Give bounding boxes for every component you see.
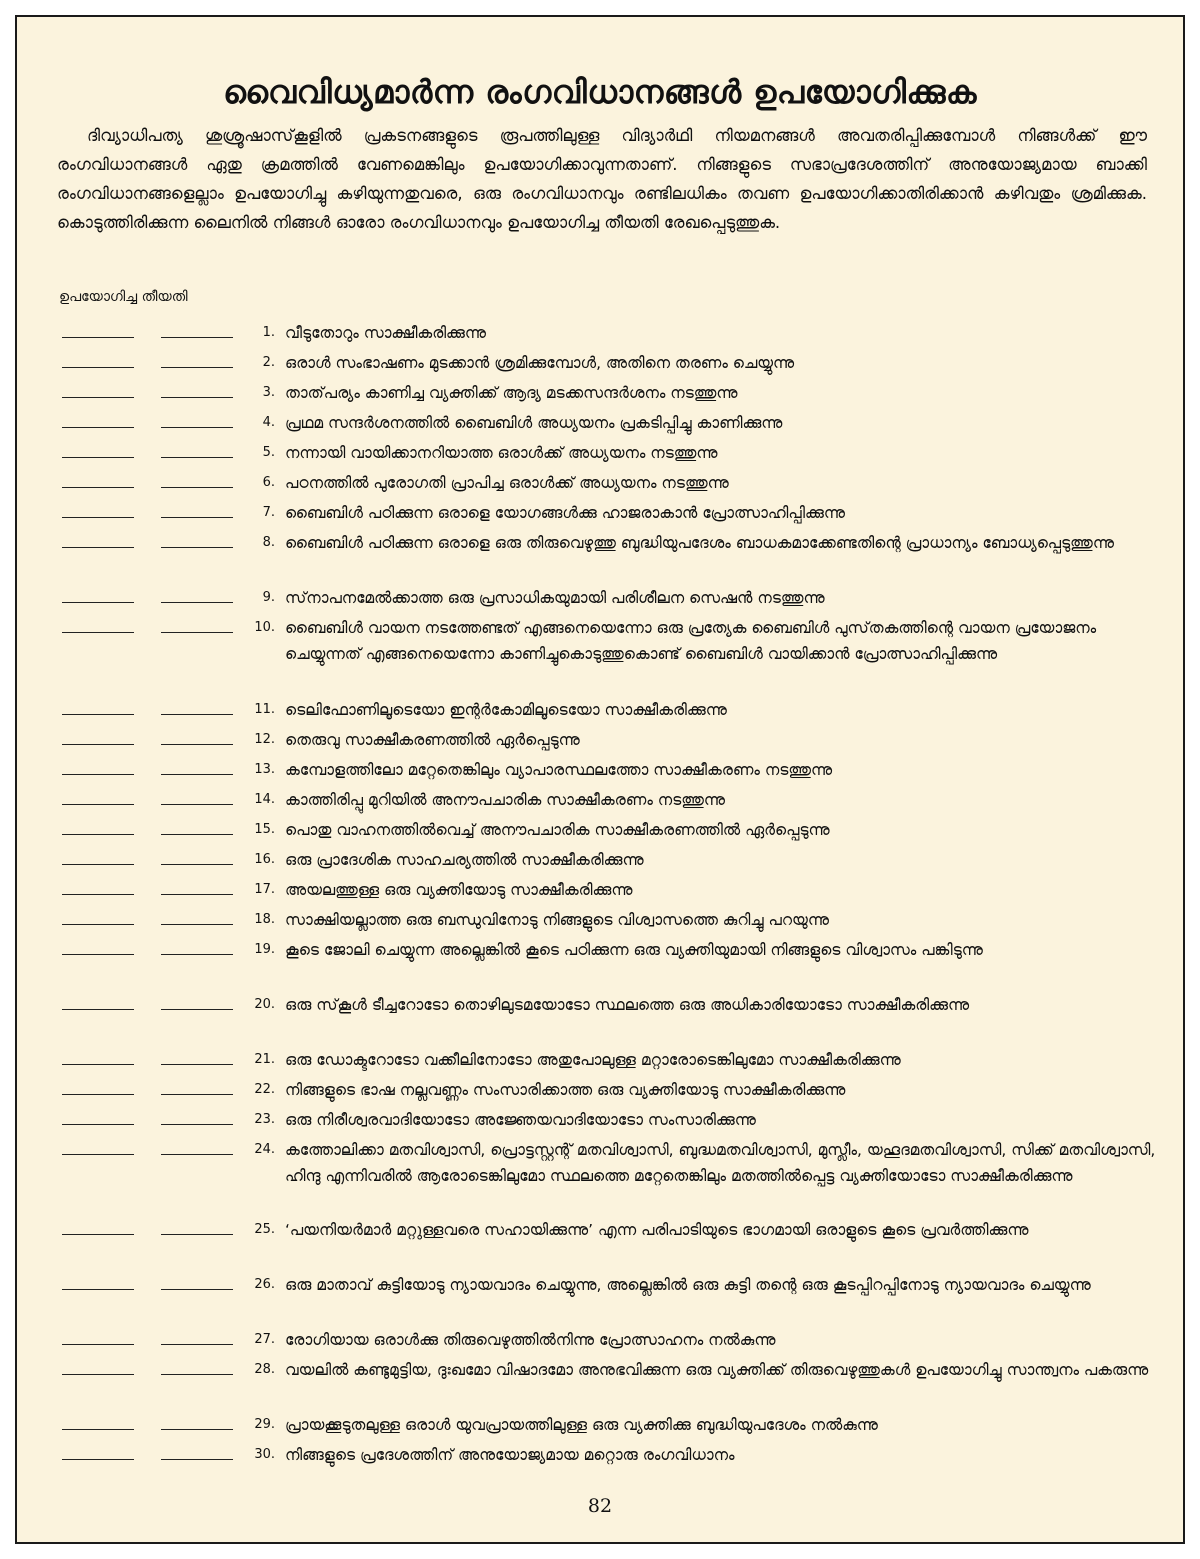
item-text: നിങ്ങളുടെ ഭാഷ നല്ലവണ്ണം സംസാരിക്കാത്ത ഒരു വ്യക്തിയോടു സാക്ഷീകരിക്കുന്നു: [285, 1081, 846, 1099]
item-number: 9.: [262, 590, 275, 605]
date-blank-line[interactable]: [161, 1429, 233, 1430]
date-blank-line[interactable]: [161, 517, 233, 518]
item-number: 22.: [254, 1082, 275, 1097]
item-text: ഒരു ഡോക്ടറോടോ വക്കീലിനോടോ അതുപോലുള്ള മറ്റാരോടെങ്കിലുമോ സാക്ഷീകരിക്കുന്നു: [285, 1051, 901, 1069]
date-blank-line[interactable]: [161, 1154, 233, 1155]
date-blank-line[interactable]: [62, 397, 134, 398]
date-blank-line[interactable]: [62, 1234, 134, 1235]
intro-paragraph: ദിവ്യാധിപത്യ ശുശ്രൂഷാസ്‌കൂളിൽ പ്രകടനങ്ങളുടെ രൂപത്തിലുള്ള വിദ്യാർഥി നിയമനങ്ങൾ അവതരിപ്പിക്കുമ്പോൾ നിങ്ങൾക്ക്‌ ഈ രംഗവിധാനങ്ങൾ ഏതു ക്രമത്തിൽ വേണമെങ്കിലും ഉപയോഗിക്കാവുന്നതാണ്‌. നിങ്ങളുടെ സഭാപ്രദേശത്തിന്‌ അനുയോജ്യമായ ബാക്കി രംഗവിധാനങ്ങളെല്ലാം ഉപയോഗിച്ചു കഴിയുന്നതുവരെ, ഒരു രംഗവിധാനവും രണ്ടിലധികം തവണ ഉപയോഗിക്കാതിരിക്കാൻ കഴിവതും ശ്രമിക്കുക. കൊടുത്തിരിക്കുന്ന ലൈനിൽ നിങ്ങൾ ഓരോ രംഗവിധാനവും ഉപയോഗിച്ച തീയതി രേഖപ്പെടുത്തുക.: [57, 126, 1147, 232]
date-blank-line[interactable]: [161, 924, 233, 925]
date-blank-line[interactable]: [62, 547, 134, 548]
item-text: ‘പയനിയർമാർ മറ്റുള്ളവരെ സഹായിക്കുന്നു’ എന്ന പരിപാടിയുടെ ഭാഗമായി ഒരാളുടെ കൂടെ പ്രവർത്തിക്കുന്നു: [285, 1221, 1029, 1239]
item-number: 29.: [254, 1417, 275, 1432]
date-blank-line[interactable]: [62, 427, 134, 428]
item-number: 14.: [254, 792, 275, 807]
item-text: കമ്പോളത്തിലോ മറ്റേതെങ്കിലും വ്യാപാരസ്ഥലത്തോ സാക്ഷീകരണം നടത്തുന്നു: [285, 761, 833, 779]
item-number: 20.: [254, 997, 275, 1012]
item-number: 25.: [254, 1222, 275, 1237]
date-blank-line[interactable]: [62, 714, 134, 715]
date-blank-line[interactable]: [161, 1234, 233, 1235]
date-blank-line[interactable]: [62, 1154, 134, 1155]
date-blank-line[interactable]: [62, 1459, 134, 1460]
item-text: നന്നായി വായിക്കാനറിയാത്ത ഒരാൾക്ക്‌ അധ്യയനം നടത്തുന്നു: [285, 444, 718, 462]
date-blank-line[interactable]: [62, 367, 134, 368]
date-blank-line[interactable]: [161, 1064, 233, 1065]
date-blank-line[interactable]: [161, 954, 233, 955]
date-blank-line[interactable]: [161, 367, 233, 368]
item-text: ഒരാൾ സംഭാഷണം മുടക്കാൻ ശ്രമിക്കുമ്പോൾ, അതിനെ തരണം ചെയ്യുന്നു: [285, 354, 795, 372]
date-blank-line[interactable]: [62, 894, 134, 895]
item-text: അയലത്തുള്ള ഒരു വ്യക്തിയോടു സാക്ഷീകരിക്കുന്നു: [285, 881, 633, 899]
date-blank-line[interactable]: [62, 1429, 134, 1430]
item-number: 8.: [262, 535, 275, 550]
item-text: പഠനത്തിൽ പുരോഗതി പ്രാപിച്ച ഒരാൾക്ക്‌ അധ്യയനം നടത്തുന്നു: [285, 474, 729, 492]
date-blank-line[interactable]: [62, 1064, 134, 1065]
item-number: 2.: [262, 355, 275, 370]
item-number: 4.: [262, 415, 275, 430]
date-blank-line[interactable]: [62, 744, 134, 745]
page-number: 82: [587, 1495, 613, 1517]
date-used-label: ഉപയോഗിച്ച തീയതി: [59, 289, 188, 305]
item-text: തെരുവു സാക്ഷീകരണത്തിൽ ഏർപ്പെടുന്നു: [285, 731, 580, 749]
item-text: ഒരു സ്‌കൂൾ ടീച്ചറോടോ തൊഴിലുടമയോടോ സ്ഥലത്തെ ഒരു അധികാരിയോടോ സാക്ഷീകരിക്കുന്നു: [285, 996, 970, 1014]
date-blank-line[interactable]: [161, 804, 233, 805]
item-text: ഒരു പ്രാദേശിക സാഹചര്യത്തിൽ സാക്ഷീകരിക്കുന്നു: [285, 851, 644, 869]
item-number: 28.: [254, 1362, 275, 1377]
item-number: 16.: [254, 852, 275, 867]
item-text: താത്‌പര്യം കാണിച്ച വ്യക്തിക്ക്‌ ആദ്യ മടക്കസന്ദർശനം നടത്തുന്നു: [285, 384, 738, 402]
date-blank-line[interactable]: [62, 457, 134, 458]
item-number: 19.: [254, 942, 275, 957]
date-blank-line[interactable]: [62, 517, 134, 518]
date-blank-line[interactable]: [62, 834, 134, 835]
date-blank-line[interactable]: [62, 602, 134, 603]
date-blank-line[interactable]: [161, 547, 233, 548]
item-number: 1.: [262, 325, 275, 340]
date-blank-line[interactable]: [161, 487, 233, 488]
page-title: വൈവിധ്യമാർന്ന രംഗവിധാനങ്ങൾ ഉപയോഗിക്കുക: [223, 73, 977, 111]
date-blank-line[interactable]: [161, 834, 233, 835]
date-blank-line[interactable]: [161, 337, 233, 338]
item-text: ഒരു നിരീശ്വരവാദിയോടോ അജ്ഞേയവാദിയോടോ സംസാരിക്കുന്നു: [285, 1111, 756, 1129]
item-text: കത്തോലിക്കാ മതവിശ്വാസി, പ്രൊട്ടസ്റ്റന്റ്‌ മതവിശ്വാസി, ബുദ്ധമതവിശ്വാസി, മുസ്ലീം, യഹൂദമതവിശ്വാസി, സിക്ക്‌ മതവിശ്വാസി, ഹിന്ദു എന്നിവരിൽ ആരോടെങ്കിലുമോ സ്ഥലത്തെ മറ്റേതെങ്കിലും മതത്തിൽപ്പെട്ട വ്യക്തിയോടോ സാക്ഷീകരിക്കുന്നു: [285, 1141, 1156, 1185]
date-blank-line[interactable]: [161, 457, 233, 458]
item-text: സാക്ഷിയല്ലാത്ത ഒരു ബന്ധുവിനോടു നിങ്ങളുടെ വിശ്വാസത്തെ കുറിച്ചു പറയുന്നു: [285, 911, 829, 929]
item-number: 10.: [254, 620, 275, 635]
item-text: പ്രഥമ സന്ദർശനത്തിൽ ബൈബിൾ അധ്യയനം പ്രകടിപ്പിച്ചു കാണിക്കുന്നു: [285, 414, 783, 432]
item-text: വയലിൽ കണ്ടുമുട്ടിയ, ദുഃഖമോ വിഷാദമോ അനുഭവിക്കുന്ന ഒരു വ്യക്തിക്ക്‌ തിരുവെഴുത്തുകൾ ഉപയോഗിച്ചു സാന്ത്വനം പകരുന്നു: [285, 1361, 1149, 1379]
date-blank-line[interactable]: [161, 1344, 233, 1345]
date-blank-line[interactable]: [62, 1344, 134, 1345]
date-blank-line[interactable]: [161, 1289, 233, 1290]
date-blank-line[interactable]: [62, 632, 134, 633]
item-number: 6.: [262, 475, 275, 490]
date-blank-line[interactable]: [161, 774, 233, 775]
date-blank-line[interactable]: [62, 924, 134, 925]
date-blank-line[interactable]: [161, 397, 233, 398]
item-text: പൊതു വാഹനത്തിൽവെച്ച്‌ അനൗപചാരിക സാക്ഷീകരണത്തിൽ ഏർപ്പെടുന്നു: [285, 821, 830, 839]
date-blank-line[interactable]: [62, 774, 134, 775]
date-blank-line[interactable]: [161, 744, 233, 745]
item-number: 15.: [254, 822, 275, 837]
date-blank-line[interactable]: [161, 864, 233, 865]
date-blank-line[interactable]: [161, 602, 233, 603]
item-number: 12.: [254, 732, 275, 747]
item-text: സ്‌നാപനമേൽക്കാത്ത ഒരു പ്രസാധികയുമായി പരിശീലന സെഷൻ നടത്തുന്നു: [285, 589, 825, 607]
date-blank-line[interactable]: [62, 804, 134, 805]
item-text: കൂടെ ജോലി ചെയ്യുന്ന അല്ലെങ്കിൽ കൂടെ പഠിക്കുന്ന ഒരു വ്യക്തിയുമായി നിങ്ങളുടെ വിശ്വാസം പങ്കിടുന്നു: [285, 941, 983, 959]
item-text: രോഗിയായ ഒരാൾക്കു തിരുവെഴുത്തിൽനിന്നു പ്രോത്സാഹനം നൽകുന്നു: [285, 1331, 776, 1349]
item-text: ബൈബിൾ പഠിക്കുന്ന ഒരാളെ യോഗങ്ങൾക്കു ഹാജരാകാൻ പ്രോത്സാഹിപ്പിക്കുന്നു: [285, 504, 845, 522]
date-blank-line[interactable]: [62, 1009, 134, 1010]
date-blank-line[interactable]: [161, 632, 233, 633]
item-number: 21.: [254, 1052, 275, 1067]
date-blank-line[interactable]: [62, 1094, 134, 1095]
item-number: 17.: [254, 882, 275, 897]
worksheet-page: [15, 15, 1185, 1544]
date-blank-line[interactable]: [161, 1009, 233, 1010]
date-blank-line[interactable]: [62, 864, 134, 865]
item-text: ബൈബിൾ പഠിക്കുന്ന ഒരാളെ ഒരു തിരുവെഴുത്തു ബുദ്ധിയുപദേശം ബാധകമാക്കേണ്ടതിന്റെ പ്രാധാന്യം ബോധ്യപ്പെടുത്തുന്നു: [285, 534, 1114, 552]
date-blank-line[interactable]: [161, 1374, 233, 1375]
item-number: 23.: [254, 1112, 275, 1127]
item-number: 27.: [254, 1332, 275, 1347]
date-blank-line[interactable]: [62, 1289, 134, 1290]
item-text: ബൈബിൾ വായന നടത്തേണ്ടത്‌ എങ്ങനെയെന്നോ ഒരു പ്രത്യേക ബൈബിൾ പുസ്‌തകത്തിന്റെ വായന പ്രയോജനം ചെയ്യുന്നത്‌ എങ്ങനെയെന്നോ കാണിച്ചുകൊടുത്തുകൊണ്ട്‌ ബൈബിൾ വായിക്കാൻ പ്രോത്സാഹിപ്പിക്കുന്നു: [285, 619, 1097, 663]
date-blank-line[interactable]: [161, 1124, 233, 1125]
item-text: ടെലിഫോണിലൂടെയോ ഇന്റർകോമിലൂടെയോ സാക്ഷീകരിക്കുന്നു: [285, 701, 727, 719]
date-blank-line[interactable]: [161, 427, 233, 428]
item-number: 5.: [262, 445, 275, 460]
item-number: 13.: [254, 762, 275, 777]
date-blank-line[interactable]: [62, 487, 134, 488]
item-text: പ്രായക്കൂടുതലുള്ള ഒരാൾ യുവപ്രായത്തിലുള്ള ഒരു വ്യക്തിക്കു ബുദ്ധിയുപദേശം നൽകുന്നു: [285, 1416, 878, 1434]
date-blank-line[interactable]: [62, 1374, 134, 1375]
date-blank-line[interactable]: [161, 1459, 233, 1460]
item-number: 3.: [262, 385, 275, 400]
date-blank-line[interactable]: [62, 337, 134, 338]
item-text: നിങ്ങളുടെ പ്രദേശത്തിന്‌ അനുയോജ്യമായ മറ്റൊരു രംഗവിധാനം: [285, 1446, 735, 1464]
date-blank-line[interactable]: [161, 714, 233, 715]
date-blank-line[interactable]: [62, 954, 134, 955]
item-text: കാത്തിരിപ്പു മുറിയിൽ അനൗപചാരിക സാക്ഷീകരണം നടത്തുന്നു: [285, 791, 725, 809]
date-blank-line[interactable]: [161, 1094, 233, 1095]
date-blank-line[interactable]: [161, 894, 233, 895]
item-number: 24.: [254, 1142, 275, 1157]
item-text: ഒരു മാതാവ്‌ കുട്ടിയോടു ന്യായവാദം ചെയ്യുന്നു, അല്ലെങ്കിൽ ഒരു കുട്ടി തന്റെ ഒരു കൂടപ്പിറപ്പിനോടു ന്യായവാദം ചെയ്യുന്നു: [285, 1276, 1091, 1294]
item-text: വീടുതോറും സാക്ഷീകരിക്കുന്നു: [285, 324, 487, 342]
item-number: 7.: [262, 505, 275, 520]
item-number: 18.: [254, 912, 275, 927]
date-blank-line[interactable]: [62, 1124, 134, 1125]
item-number: 11.: [254, 702, 275, 717]
item-number: 26.: [254, 1277, 275, 1292]
item-number: 30.: [254, 1447, 275, 1462]
